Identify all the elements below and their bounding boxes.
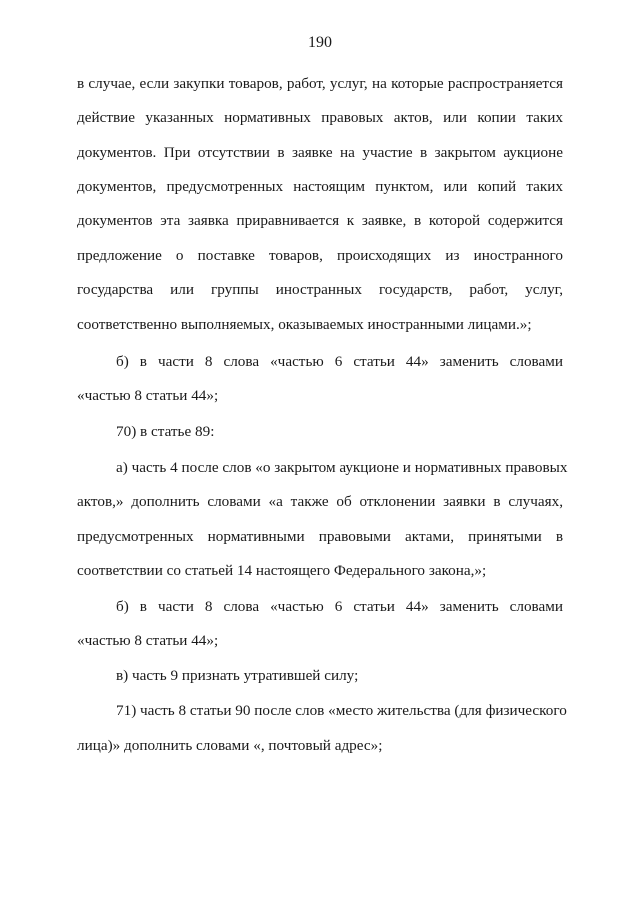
- text-line: государства или группы иностранных государств, работ, услуг,: [77, 281, 563, 298]
- text-line: лица)» дополнить словами «, почтовый адрес»;: [77, 737, 383, 754]
- text-line: 70) в статье 89:: [116, 423, 215, 440]
- text-line: документов. При отсутствии в заявке на участие в закрытом аукционе: [77, 144, 563, 161]
- text-line: действие указанных нормативных правовых актов, или копии таких: [77, 109, 563, 126]
- text-line: 71) часть 8 статьи 90 после слов «место жительства (для физического: [116, 702, 567, 719]
- page-number: 190: [308, 34, 332, 51]
- text-line: актов,» дополнить словами «а также об отклонении заявки в случаях,: [77, 493, 563, 510]
- text-line: а) часть 4 после слов «о закрытом аукционе и нормативных правовых: [116, 459, 568, 476]
- text-line: предложение о поставке товаров, происходящих из иностранного: [77, 247, 563, 264]
- text-line: в случае, если закупки товаров, работ, услуг, на которые распространяется: [77, 75, 563, 92]
- text-line: документов, предусмотренных настоящим пунктом, или копий таких: [77, 178, 563, 195]
- text-line: в) часть 9 признать утратившей силу;: [116, 667, 359, 684]
- text-line: соответствии со статьей 14 настоящего Федерального закона,»;: [77, 562, 487, 579]
- text-line: б) в части 8 слова «частью 6 статьи 44» заменить словами: [116, 598, 563, 615]
- text-line: «частью 8 статьи 44»;: [77, 387, 219, 404]
- text-line: соответственно выполняемых, оказываемых иностранными лицами.»;: [77, 316, 532, 333]
- text-line: «частью 8 статьи 44»;: [77, 632, 219, 649]
- text-line: предусмотренных нормативными правовыми актами, принятыми в: [77, 528, 563, 545]
- text-line: б) в части 8 слова «частью 6 статьи 44» заменить словами: [116, 353, 563, 370]
- text-line: документов эта заявка приравнивается к заявке, в которой содержится: [77, 212, 563, 229]
